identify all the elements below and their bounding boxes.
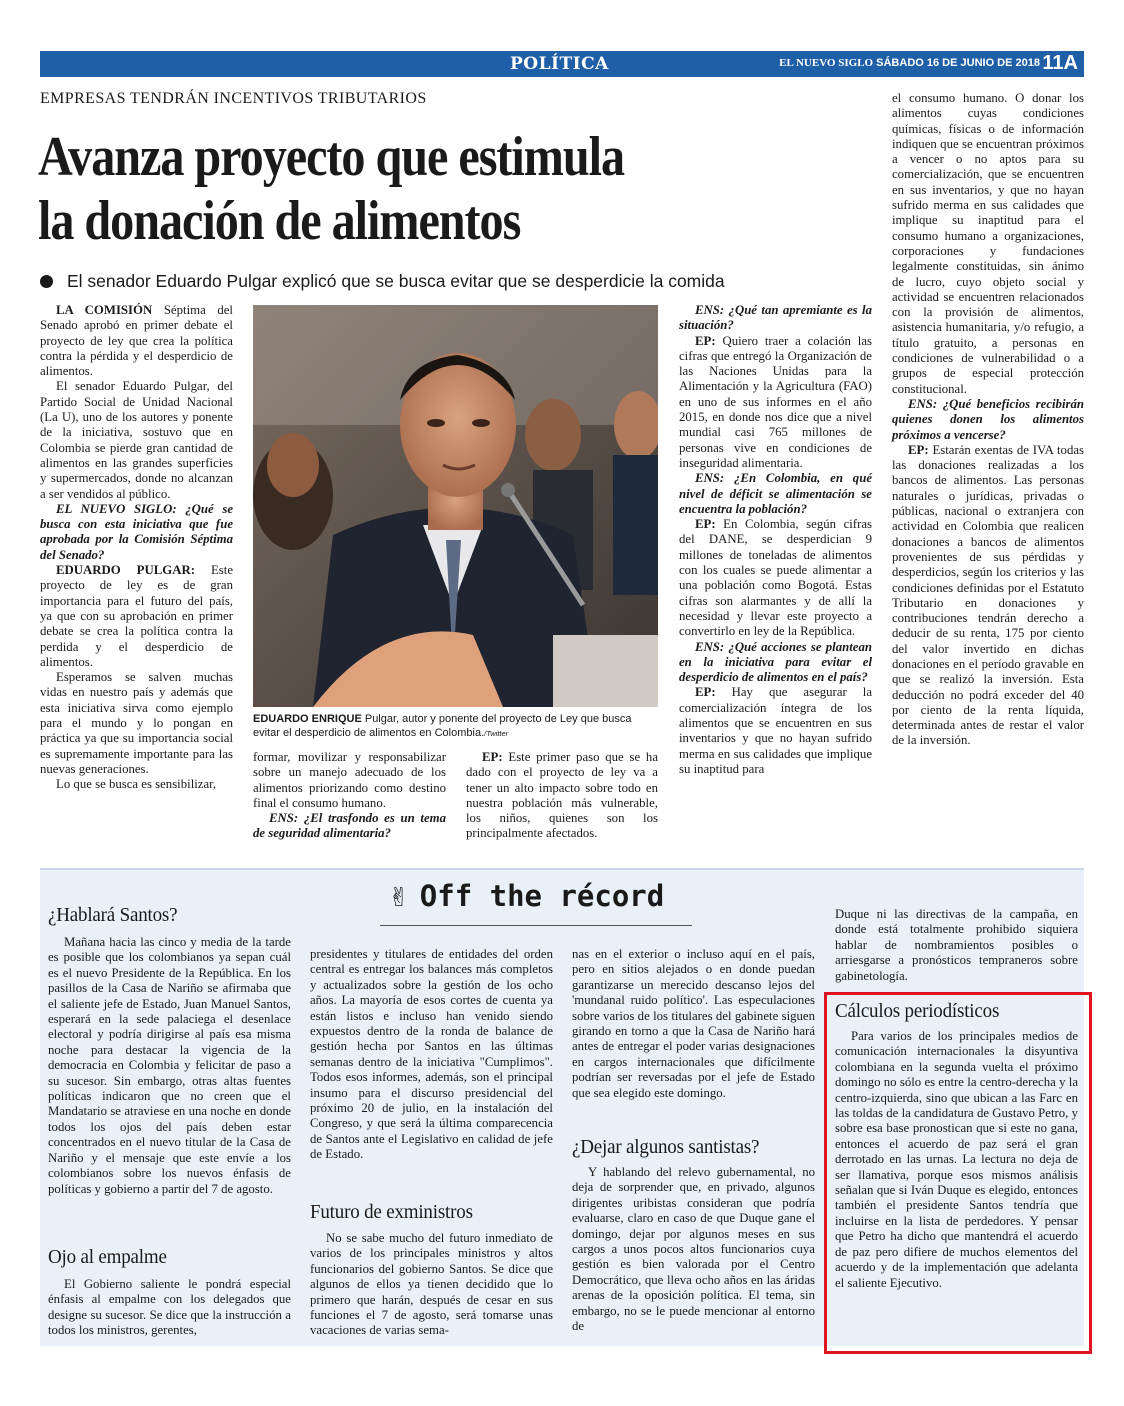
article-column-2 [253,750,446,842]
newspaper-name: EL NUEVO SIGLO [779,57,874,69]
section-header-bar [40,51,1084,77]
lead-text: Séptima del Senado aprobó en primer debate el proyecto de ley que crea la política contra la pérdida y el desperdicio de alimentos. [40,303,233,379]
answer [40,563,233,670]
article-subhead [40,271,725,292]
question-text: ¿Qué se busca con esta iniciativa que fue aprobada por la Comisión Séptima del Senado? [40,501,234,562]
answer-text: Estarán exentas de IVA todas las donaciones realizadas a los bancos de alimentos. Las personas naturales o jurídicas, privadas o públicas, nacional o extranjera con actividad en Colombia que realicen donaciones a bancos de alimentos provenientes de sus pérdidas y desperdicios, según los criterios y las condiciones definidas por el Estatuto Tributario en donaciones y contribuciones tendrán derecho a deducir de su renta, 175 por ciento del valor invertido en dichas donaciones en el período gravable en que se realizó la inversión. Esta deducción no podrá exceder del 40 por ciento de la renta líquida, determinada antes de restar el valor de la inversión. [892,442,1084,748]
article-photo [253,305,658,707]
answer [679,517,872,639]
answer-label: EP: [695,685,716,700]
question-label: ENS: [908,396,938,411]
question [40,502,233,563]
answer-text: Este proyecto de ley es de gran importancia para el futuro del país, ya que con su aprobación en primer debate se crea la política contra la perdida y el desperdicio de alimentos. [40,563,233,669]
question-label: ENS: [269,811,299,826]
brief-text: presidentes y titulares de entidades del orden central es entregar los balances más completos y actualizados sobre la gestión de los ocho años. La mayoría de esos cortes de cuenta ya están listos e incluso han venido siendo expuestos dentro de la ronda de balance de gestión hecha por Santos en las últimas semanas dentro de la iniciativa "Cumplimos". Todos esos informes, además, son el principal insumo para el discurso presidencial del próximo 20 de julio, en la instalación del Congreso, y que será la última comparecencia de Santos ante el Legislativo en calidad de jefe de Estado. [310,947,553,1162]
paragraph: El senador Eduardo Pulgar, del Partido Social de Unidad Nacional (La U), uno de los autores y ponente de la iniciativa, sostuvo que en Colombia se pierde gran cantidad de alimentos en las grandes superficies y supermercados, donde no alcanzan a ser vendidos al público. [40,379,233,501]
question-text: ¿Qué beneficios recibirán quienes donen los alimentos próximos a vencerse? [892,396,1084,442]
question-text: ¿Qué acciones se plantean en la iniciativa para evitar el desperdicio de alimentos en el país? [679,639,872,685]
subhead-text: El senador Eduardo Pulgar explicó que se busca evitar que se desperdicie la comida [67,271,725,291]
article-headline [38,125,752,253]
off-the-record-title-text: Off the récord [419,879,665,913]
brief-heading: ¿Dejar algunos santistas? [572,1136,760,1158]
question-label: ENS: [695,471,725,486]
answer [679,685,872,777]
headline-line-1: Avanza proyecto que estimula [38,126,624,188]
paragraph: el consumo humano. O donar los alimentos cuyas condiciones químicas, físicas o de información indiquen que se encuentran próximos a vencer o no aptos para su comercialización, que se encuentren en sus inventarios, y que no hayan sufrido merma en sus calidades que implique su inaptitud para el consumo humano a organizaciones, corporaciones y fundaciones legalmente constituidas, sin ánimo de lucro, cuyo objeto social y actividad se encuentren relacionados con la provisión de alimentos, asistencia humanitaria, y/o refugio, a título gratuito, a personas en condiciones de vulnerabilidad o a grupos de especial protección constitucional. [892,91,1084,396]
answer-text: Este primer paso que se ha dado con el proyecto de ley va a tener un alto impacto sobre todo en nuestra población más vulnerable, los niños, quienes son los principalmente afectados. [466,750,658,841]
page-number: 11A [1042,52,1078,74]
answer-label: EP: [482,750,503,764]
brief-heading: ¿Hablará Santos? [48,904,178,926]
brief-text: No se sabe mucho del futuro inmediato de varios de los principales ministros y altos funcionarios del gobierno Santos. Se dice que algunos de ellos ya tienen decidido que lo primero que harán, después de cesar en sus funciones el 7 de agosto, será tomarse unas vacaciones de varias sema- [310,1231,553,1338]
lead-paragraph [40,303,233,379]
brief-column-3 [572,947,815,1101]
question [253,811,446,842]
brief-text: Para varios de los principales medios de comunicación internacionales la disyuntiva colombiana en la segunda vuelta el próximo domingo no sólo es entre la centro-derecha y la centro-izquierda, sino que ubican a las Farc en las toldas de la candidatura de Gustavo Petro, y sobre esa base pronostican que si este no gana, entonces el acuerdo de paz será el gran derrotado en las urnas. La lectura no deja de ser llamativa, porque esos mismos análisis señalan que si Iván Duque es elegido, entonces también el presidente Santos tendría que incluirse en la lista de perdedores. Y pensar que Petro ha dicho que mantendrá el acuerdo de paz pero difiere de muchos elementos del acuerdo y de la implementación que adelanta el saliente Ejecutivo. [835,1029,1078,1290]
article-column-5 [892,91,1084,749]
brief-text: Mañana hacia las cinco y media de la tarde es posible que los colombianos ya sepan cuál es el nuevo Presidente de la República. En los pasillos de la Casa de Nariño se afirmaba que el saliente jefe de Estado, Juan Manuel Santos, esperará en la sede palaciega el desenlace electoral y podría dirigirse al país esa misma noche para destacar la vigencia de la democracia en Colombia y felicitar de paso a su sucesor. Sin embargo, otras altas fuentes políticas indicaron que no creen que el Mandatario se atraviese en una noche en donde todos los ojos del país deben estar concentrados en el nuevo titular de la Casa de Nariño y el mensaje que este envíe a los colombianos sobre los nuevos énfasis de políticas y gobierno a partir del 7 de agosto. [48,935,291,1196]
question [892,397,1084,443]
headline-line-2: la donación de alimentos [38,190,521,252]
paragraph: Lo que se busca es sensibilizar, [56,777,217,792]
bullet-icon [40,275,53,288]
brief-column-2 [310,947,553,1163]
question-text: ¿El trasfondo es un tema de seguridad alimentaria? [253,811,446,841]
victory-hand-icon: ✌ [388,883,410,913]
brief-text: El Gobierno saliente le pondrá especial énfasis al empalme con los delegados que designe su sucesor. Se dice que la instrucción a todos los ministros, gerentes, [48,1277,291,1338]
question-label: EL NUEVO SIGLO: [56,501,177,516]
answer-text: Hay que asegurar la comercialización íntegra de los alimentos que se encuentren en sus inventarios y que no hayan sufrido merma en sus calidades que implique su inaptitud para [679,685,872,776]
caption-text: Pulgar, autor y ponente del proyecto de Ley que busca evitar el desperdicio de alimentos en Colombia. [253,713,632,739]
brief-column-4 [835,907,1078,984]
answer [892,443,1084,749]
brief-text: nas en el exterior o incluso aquí en el país, pero en sitios alejados o en donde puedan garantizarse un merecido descanso lejos del 'mundanal ruido político'. Las especulaciones sobre varios de los titulares del gabinete siguen girando en torno a que la Casa de Nariño hará antes de entregar el poder varias designaciones en cargos internacionales que difícilmente podrían ser reversadas por el jefe de Estado que sea elegido este domingo. [572,947,815,1100]
issue-date: SÁBADO 16 DE JUNIO DE 2018 [876,57,1040,69]
brief-column-3b [572,1165,815,1334]
answer-label: EP: [908,442,929,457]
question [679,640,872,686]
question-label: ENS: [695,639,725,654]
article-kicker: EMPRESAS TENDRÁN INCENTIVOS TRIBUTARIOS [40,90,427,107]
brief-column-1b [48,1277,291,1339]
brief-column-1 [48,935,291,1197]
brief-column-4b [835,1029,1078,1291]
masthead-meta [779,57,1040,69]
photo-illustration [253,305,658,707]
answer-label: EP: [695,517,716,532]
brief-heading: Cálculos periodísticos [835,1000,1000,1022]
answer-text: Quiero traer a colación las cifras que entregó la Organización de las Naciones Unidas para la Alimentación y la Agricultura (FAO) en uno de sus informes en el año 2015, en donde nos dice que a nivel mundial casi 765 millones de personas vive en condiciones de inseguridad alimentaria. [679,333,872,470]
question [679,303,872,334]
paragraph: formar, movilizar y responsabilizar sobre un manejo adecuado de los alimentos priorizando como destino final el consumo humano. [253,750,446,810]
title-divider [380,925,692,926]
section-name: POLÍTICA [510,54,609,74]
answer-text: En Colombia, según cifras del DANE, se desperdician 9 millones de toneladas de alimentos con los cuales se puede alimentar a una población como Bogotá. Estas cifras son alarmantes y de allí la necesidad y llevar este proyecto a convertirlo en ley de la República. [679,517,872,639]
article-column-1 [40,303,233,793]
question [679,471,872,517]
paragraph: Esperamos se salven muchas vidas en nuestro país y además que esta iniciativa sirva como ejemplo para el mundo y lo pongan en práctica ya que su importancia social es supremamente importante para las nuevas generaciones. [40,670,233,776]
off-the-record-title [388,879,664,913]
lead-label: LA COMISIÓN [56,303,153,317]
answer-label: EP: [695,333,716,348]
brief-text: Y hablando del relevo gubernamental, no deja de sorprender que, en privado, algunos dirigentes uribistas consideran que podría evaluarse, claro en caso de que Duque gane el domingo, dejar por algunos meses en sus cargos a unos pocos altos funcionarios cuya gestión es bien valorada por el Centro Democrático, que lleva ocho años en las áridas arenas de la oposición política. El tema, sin embargo, no se le puede mencionar al entorno de [572,1165,815,1334]
answer [466,750,658,842]
answer [679,334,872,472]
article-column-3 [466,750,658,842]
brief-column-2b [310,1231,553,1339]
brief-heading: Ojo al empalme [48,1246,167,1268]
article-column-4 [679,303,872,777]
question-text: ¿Qué tan apremiante es la situación? [679,303,872,333]
brief-text: Duque ni las directivas de la campaña, en donde está totalmente prohibido siquiera hablar de nombramientos posibles o arriesgarse a pronósticos tempraneros sobre gabinetología. [835,907,1078,983]
photo-credit: /Twitter [484,729,509,738]
photo-caption [253,712,658,741]
answer-label: EDUARDO PULGAR: [56,563,195,578]
question-label: ENS: [695,303,725,317]
question-text: ¿En Colombia, en qué nivel de déficit se alimentación se encuentra la población? [679,471,872,516]
caption-name: EDUARDO ENRIQUE [253,713,362,725]
brief-heading: Futuro de exministros [310,1201,473,1223]
